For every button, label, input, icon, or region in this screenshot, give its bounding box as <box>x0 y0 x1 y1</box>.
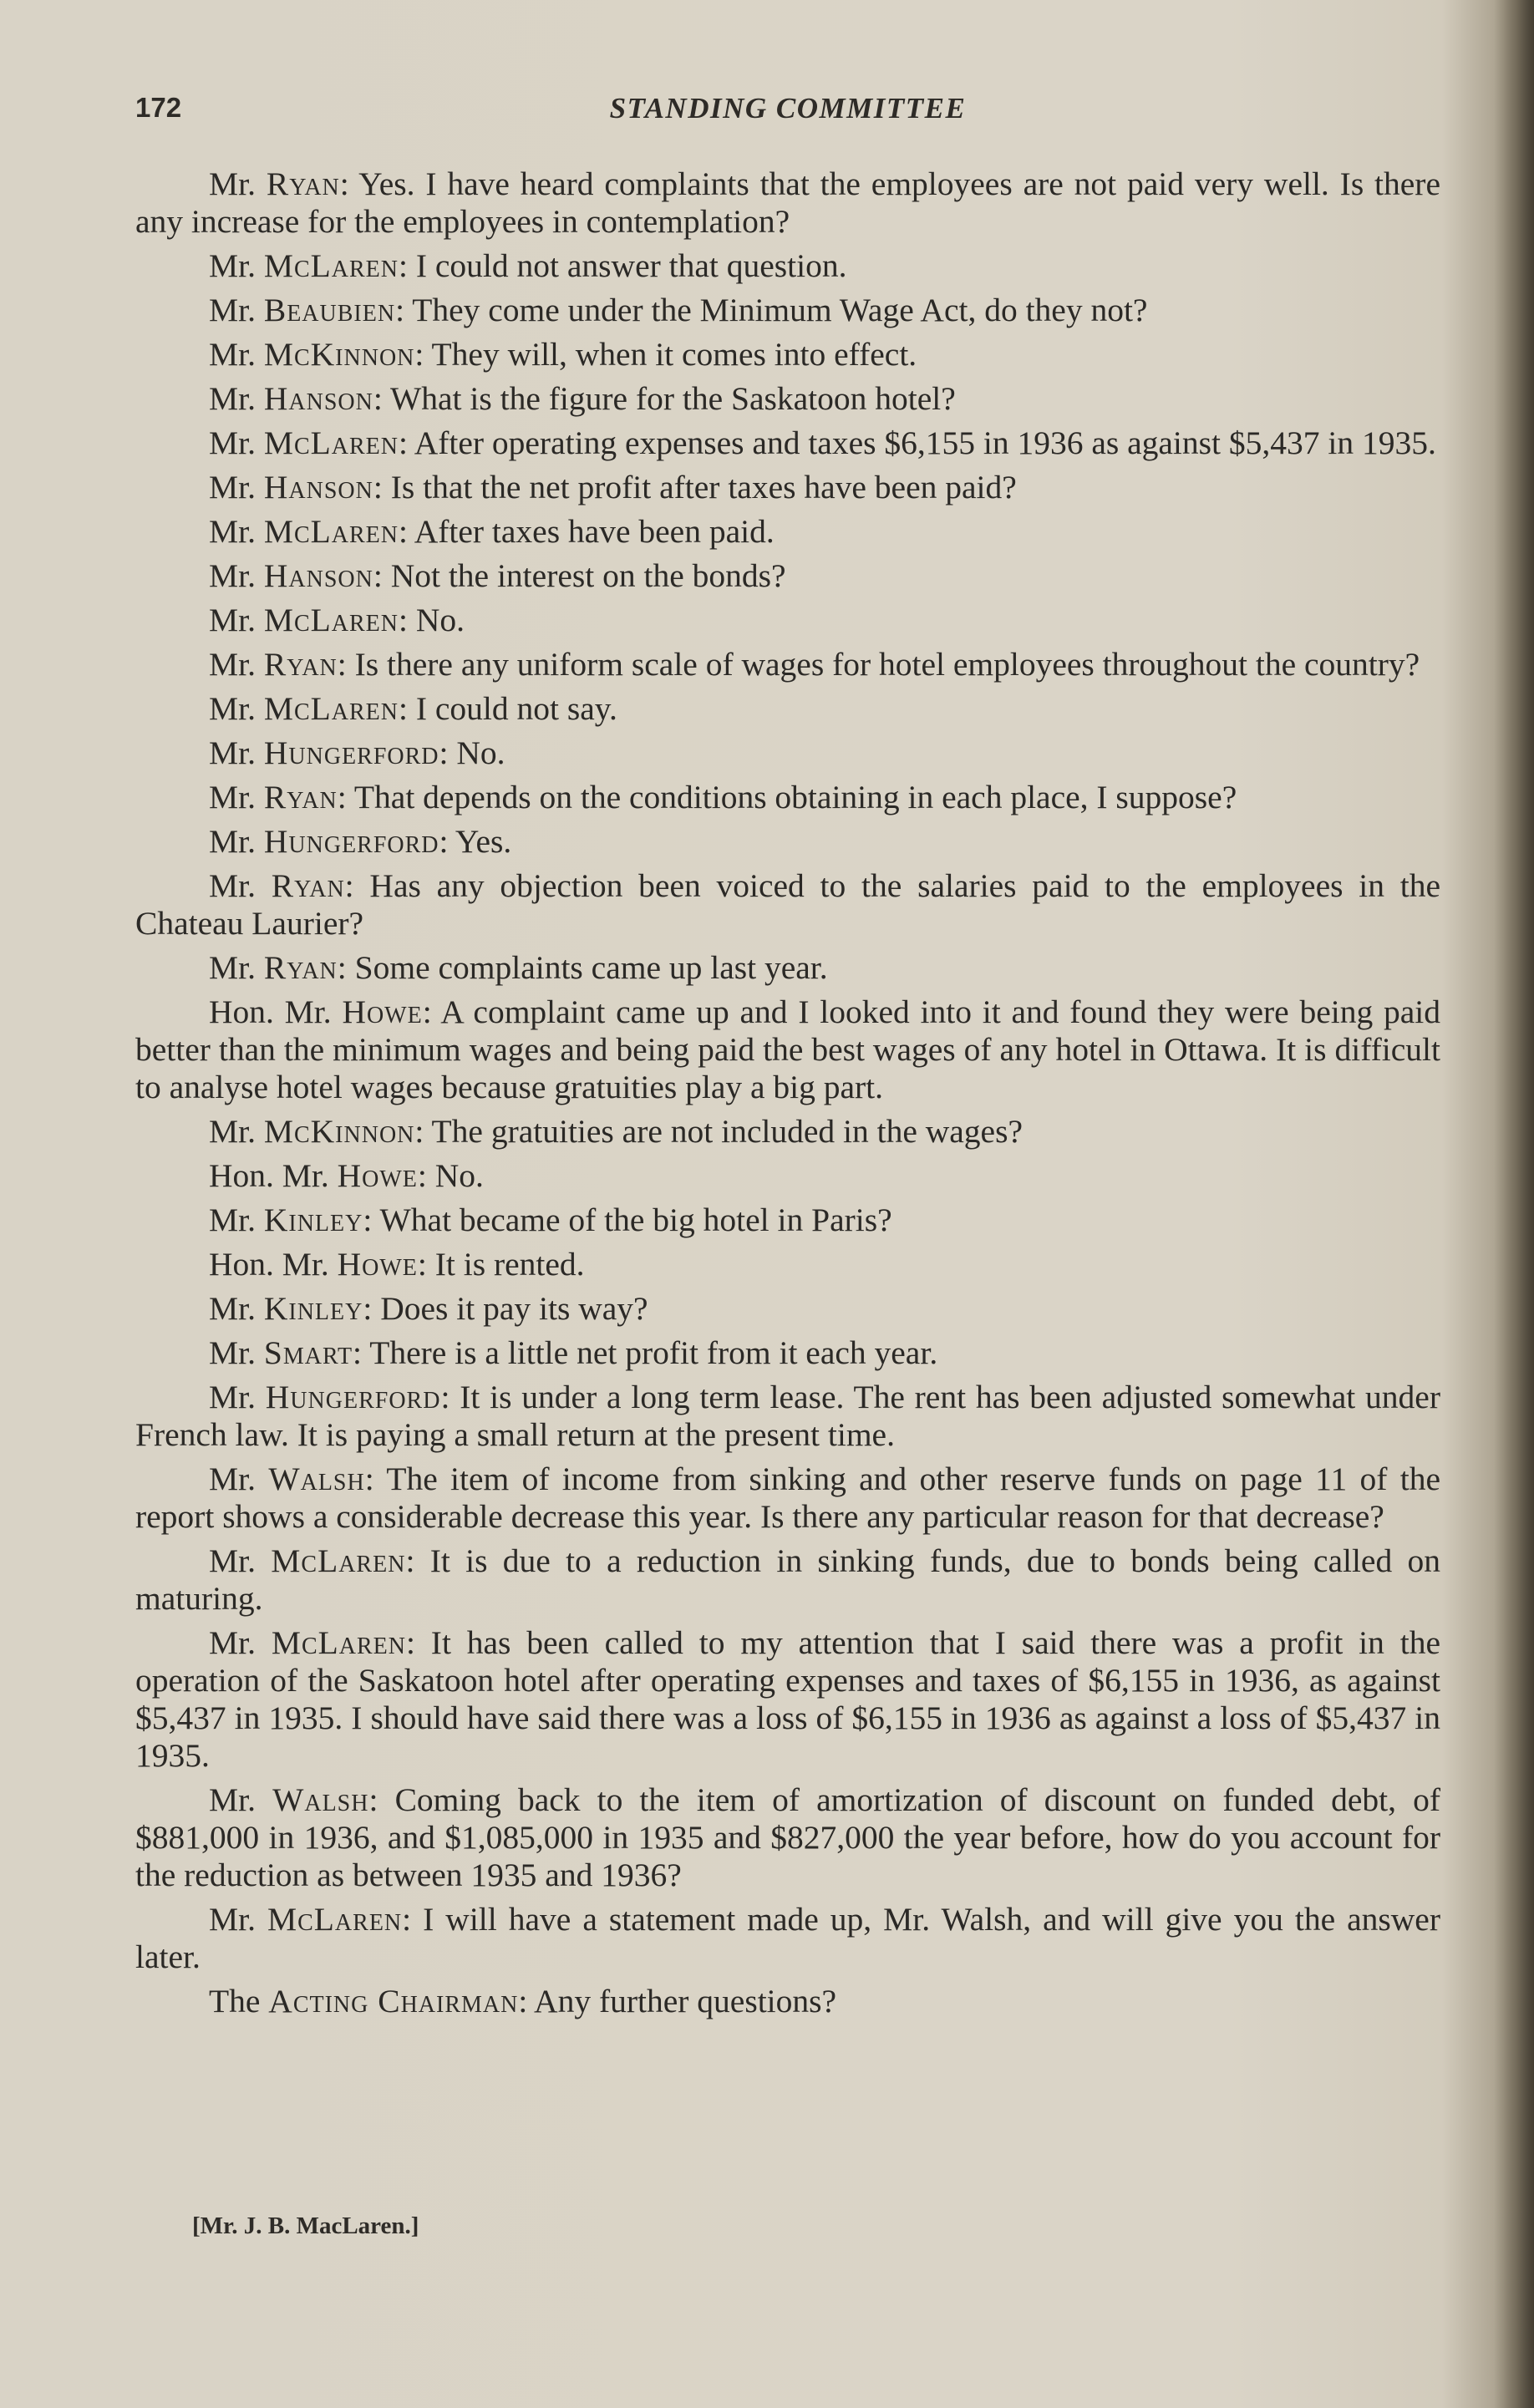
dialogue-paragraph: Mr. Hanson: Is that the net profit after taxes have been paid? <box>209 469 1017 505</box>
speaker-prefix: Mr. <box>209 734 256 771</box>
speech-text: After taxes have been paid. <box>414 513 775 550</box>
speech-text: No. <box>434 1157 484 1194</box>
speaker-prefix: Mr. <box>209 1901 256 1938</box>
speaker-prefix: Mr. <box>209 292 256 328</box>
speech-text: Does it pay its way? <box>380 1290 648 1327</box>
speech-text: They come under the Minimum Wage Act, do they not? <box>412 292 1148 328</box>
speaker-prefix: Mr. <box>209 424 256 461</box>
speaker-prefix: Mr. <box>209 1334 256 1371</box>
speech-text: Yes. I have heard complaints that the employees are not paid very well. Is there any increase for the employees in contemplation? <box>135 165 1440 240</box>
speaker-prefix: Mr. <box>209 1542 256 1579</box>
speaker-prefix: Mr. <box>209 336 256 373</box>
speaker-name: Hanson <box>263 380 373 417</box>
dialogue-paragraph: Mr. McKinnon: They will, when it comes into effect. <box>209 336 917 373</box>
speaker-prefix: Mr. <box>209 1201 256 1238</box>
speaker-prefix: Mr. <box>209 1461 256 1497</box>
speaker-prefix: Hon. Mr. <box>209 993 332 1030</box>
speech-text: Yes. <box>455 823 512 860</box>
speech-text: After operating expenses and taxes $6,155 in 1936 as against $5,437 in 1935. <box>414 424 1436 461</box>
dialogue-paragraph: Mr. Ryan: Some complaints came up last year. <box>209 949 828 986</box>
speaker-prefix: Hon. Mr. <box>209 1246 329 1283</box>
dialogue-paragraph: Mr. McLaren: I will have a statement made up, Mr. Walsh, and will give you the answer later. <box>135 1901 1440 1975</box>
speaker-prefix: Mr. <box>209 165 256 202</box>
dialogue-paragraph: Mr. Walsh: Coming back to the item of amortization of discount on funded debt, of $881,000 in 1936, and $1,085,000 in 1935 and $827,000 the year before, how do you account for the reduction as between 1935 and 1936? <box>135 1781 1440 1893</box>
speaker-name: Howe <box>337 1157 418 1194</box>
speaker-prefix: Mr. <box>209 469 256 505</box>
dialogue-paragraph: Mr. Kinley: Does it pay its way? <box>209 1290 648 1327</box>
speaker-prefix: Mr. <box>209 1290 256 1327</box>
dialogue-paragraph: Mr. Hungerford: Yes. <box>209 823 512 860</box>
speaker-name: Ryan <box>263 646 338 683</box>
running-title: STANDING COMMITTEE <box>609 92 967 124</box>
speaker-prefix: Mr. <box>209 1379 256 1415</box>
speech-text: Coming back to the item of amortization of discount on funded debt, of $881,000 in 1936, and $1,085,000 in 1935 and $827,000 the year before, how do you account for the reduction as between 1935 and 1936? <box>135 1781 1440 1893</box>
page-edge-shadow <box>1494 0 1534 2408</box>
speaker-name: Beaubien <box>263 292 396 328</box>
speech-text: It is rented. <box>434 1246 585 1283</box>
dialogue-paragraph: Mr. Kinley: What became of the big hotel in Paris? <box>209 1201 892 1238</box>
speaker-name: Howe <box>337 1246 418 1283</box>
speech-text: There is a little net profit from it each year. <box>369 1334 938 1371</box>
speaker-name: Hungerford <box>263 823 439 860</box>
speaker-name: Walsh <box>268 1461 365 1497</box>
dialogue-paragraph: Hon. Mr. Howe: A complaint came up and I looked into it and found they were being paid better than the minimum wages and being paid the best wages of any hotel in Ottawa. It is difficult to analyse hotel wages because gratuities play a big part. <box>135 993 1441 1105</box>
speech-text: Is that the net profit after taxes have been paid? <box>390 469 1017 505</box>
speaker-prefix: Mr. <box>209 949 256 986</box>
dialogue-paragraph: Mr. McLaren: I could not say. <box>209 690 617 727</box>
speaker-prefix: Mr. <box>209 557 256 594</box>
dialogue-paragraph: Mr. McLaren: No. <box>209 602 465 638</box>
speaker-prefix: Mr. <box>209 247 256 284</box>
speaker-name: McLaren <box>263 602 399 638</box>
speaker-prefix: Mr. <box>209 867 256 904</box>
speaker-name: Acting Chairman <box>268 1983 519 2019</box>
page-number: 172 <box>135 92 182 123</box>
speech-text: I could not say. <box>415 690 617 727</box>
dialogue-paragraph: Hon. Mr. Howe: No. <box>209 1157 484 1194</box>
speaker-name: Ryan <box>271 867 345 904</box>
dialogue-paragraph: Mr. Ryan: That depends on the conditions obtaining in each place, I suppose? <box>209 779 1237 815</box>
speaker-name: McLaren <box>263 424 399 461</box>
dialogue-paragraph: Mr. Ryan: Is there any uniform scale of wages for hotel employees throughout the country? <box>209 646 1420 683</box>
dialogue-paragraph: Mr. McLaren: After operating expenses and taxes $6,155 in 1936 as against $5,437 in 1935. <box>209 424 1436 461</box>
speech-text: It has been called to my attention that I said there was a profit in the operation of the Saskatoon hotel after operating expenses and taxes of $6,155 in 1936, as against $5,437 in 1935. I should have said there was a loss of $6,155 in 1936 as against a loss of $5,437 in 1935. <box>135 1624 1440 1774</box>
speaker-name: Hungerford <box>263 734 439 771</box>
speech-text: Not the interest on the bonds? <box>390 557 786 594</box>
speaker-name: McKinnon <box>263 336 415 373</box>
speech-text: No. <box>456 734 505 771</box>
speaker-name: Ryan <box>266 165 340 202</box>
dialogue-paragraph: Mr. McLaren: It has been called to my attention that I said there was a profit in the operation of the Saskatoon hotel after operating expenses and taxes of $6,155 in 1936, as against $5,437 in 1935. I should have said there was a loss of $6,155 in 1936 as against a loss of $5,437 in 1935. <box>135 1624 1440 1774</box>
speech-text: Any further questions? <box>534 1983 837 2019</box>
speaker-prefix: Mr. <box>209 1113 256 1150</box>
speaker-name: Hungerford <box>265 1379 441 1415</box>
dialogue-paragraph: Mr. Smart: There is a little net profit from it each year. <box>209 1334 938 1371</box>
speaker-prefix: Mr. <box>209 380 256 417</box>
speech-text: Is there any uniform scale of wages for hotel employees throughout the country? <box>354 646 1420 683</box>
dialogue-paragraph: Mr. Hanson: What is the figure for the Saskatoon hotel? <box>209 380 956 417</box>
speaker-prefix: Mr. <box>209 1781 256 1818</box>
speech-text: That depends on the conditions obtaining in each place, I suppose? <box>353 779 1237 815</box>
speech-text: Has any objection been voiced to the salaries paid to the employees in the Chateau Laurier? <box>135 867 1441 942</box>
dialogue-paragraph: Mr. Beaubien: They come under the Minimum Wage Act, do they not? <box>209 292 1148 328</box>
transcript-body <box>135 165 1440 2027</box>
speaker-name: Kinley <box>263 1290 363 1327</box>
speaker-name: Hanson <box>263 469 373 505</box>
dialogue-paragraph: Mr. McLaren: After taxes have been paid. <box>209 513 775 550</box>
speech-text: A complaint came up and I looked into it and found they were being paid better than the minimum wages and being paid the best wages of any hotel in Ottawa. It is difficult to analyse hotel wages because gratuities play a big part. <box>135 993 1441 1105</box>
speaker-name: Walsh <box>272 1781 369 1818</box>
speaker-prefix: The <box>209 1983 261 2019</box>
speaker-prefix: Hon. Mr. <box>209 1157 329 1194</box>
speaker-name: Hanson <box>263 557 373 594</box>
dialogue-paragraph: Mr. Ryan: Yes. I have heard complaints that the employees are not paid very well. Is there any increase for the employees in contemplation? <box>135 165 1440 240</box>
speaker-prefix: Mr. <box>209 646 256 683</box>
dialogue-paragraph: Mr. McLaren: I could not answer that question. <box>209 247 847 284</box>
speech-text: I will have a statement made up, Mr. Walsh, and will give you the answer later. <box>135 1901 1440 1975</box>
speaker-name: McLaren <box>267 1901 403 1938</box>
speaker-name: Kinley <box>263 1201 363 1238</box>
speaker-name: Howe <box>342 993 423 1030</box>
speaker-name: McLaren <box>263 690 399 727</box>
dialogue-paragraph: The Acting Chairman: Any further questions? <box>209 1983 837 2019</box>
speaker-prefix: Mr. <box>209 779 256 815</box>
dialogue-paragraph: Mr. Hungerford: No. <box>209 734 505 771</box>
speech-text: I could not answer that question. <box>415 247 847 284</box>
dialogue-paragraph: Mr. McKinnon: The gratuities are not included in the wages? <box>209 1113 1023 1150</box>
speaker-prefix: Mr. <box>209 513 256 550</box>
dialogue-paragraph: Hon. Mr. Howe: It is rented. <box>209 1246 585 1283</box>
dialogue-paragraph: Mr. Ryan: Has any objection been voiced to the salaries paid to the employees in the Chateau Laurier? <box>135 867 1441 942</box>
speech-text: Some complaints came up last year. <box>354 949 828 986</box>
speaker-prefix: Mr. <box>209 1624 256 1661</box>
speaker-name: Ryan <box>263 779 338 815</box>
dialogue-paragraph: Mr. McLaren: It is due to a reduction in sinking funds, due to bonds being called on maturing. <box>135 1542 1440 1617</box>
speaker-name: Ryan <box>263 949 338 986</box>
speaker-name: McLaren <box>263 247 399 284</box>
speaker-prefix: Mr. <box>209 823 256 860</box>
speaker-name: Smart <box>263 1334 353 1371</box>
speech-text: What is the figure for the Saskatoon hotel? <box>389 380 956 417</box>
speech-text: They will, when it comes into effect. <box>431 336 917 373</box>
speaker-name: McKinnon <box>263 1113 415 1150</box>
speech-text: What became of the big hotel in Paris? <box>379 1201 892 1238</box>
dialogue-paragraph: Mr. Hanson: Not the interest on the bonds? <box>209 557 786 594</box>
dialogue-paragraph: Mr. Walsh: The item of income from sinking and other reserve funds on page 11 of the report shows a considerable decrease this year. Is there any particular reason for that decrease? <box>135 1461 1441 1535</box>
speaker-name: McLaren <box>263 513 399 550</box>
speech-text: The item of income from sinking and other reserve funds on page 11 of the report shows a considerable decrease this year. Is there any particular reason for that decrease? <box>135 1461 1441 1535</box>
speaker-name: McLaren <box>271 1542 406 1579</box>
page-header <box>135 92 1440 134</box>
footer-speaker-note: [Mr. J. B. MacLaren.] <box>192 2212 419 2239</box>
speech-text: It is due to a reduction in sinking funds, due to bonds being called on maturing. <box>135 1542 1440 1617</box>
speaker-prefix: Mr. <box>209 602 256 638</box>
speech-text: The gratuities are not included in the wages? <box>431 1113 1023 1150</box>
dialogue-paragraph: Mr. Hungerford: It is under a long term lease. The rent has been adjusted somewhat under French law. It is paying a small return at the present time. <box>135 1379 1440 1453</box>
speech-text: No. <box>415 602 465 638</box>
speaker-prefix: Mr. <box>209 690 256 727</box>
speaker-name: McLaren <box>271 1624 406 1661</box>
speech-text: It is under a long term lease. The rent has been adjusted somewhat under French law. It is paying a small return at the present time. <box>135 1379 1440 1453</box>
